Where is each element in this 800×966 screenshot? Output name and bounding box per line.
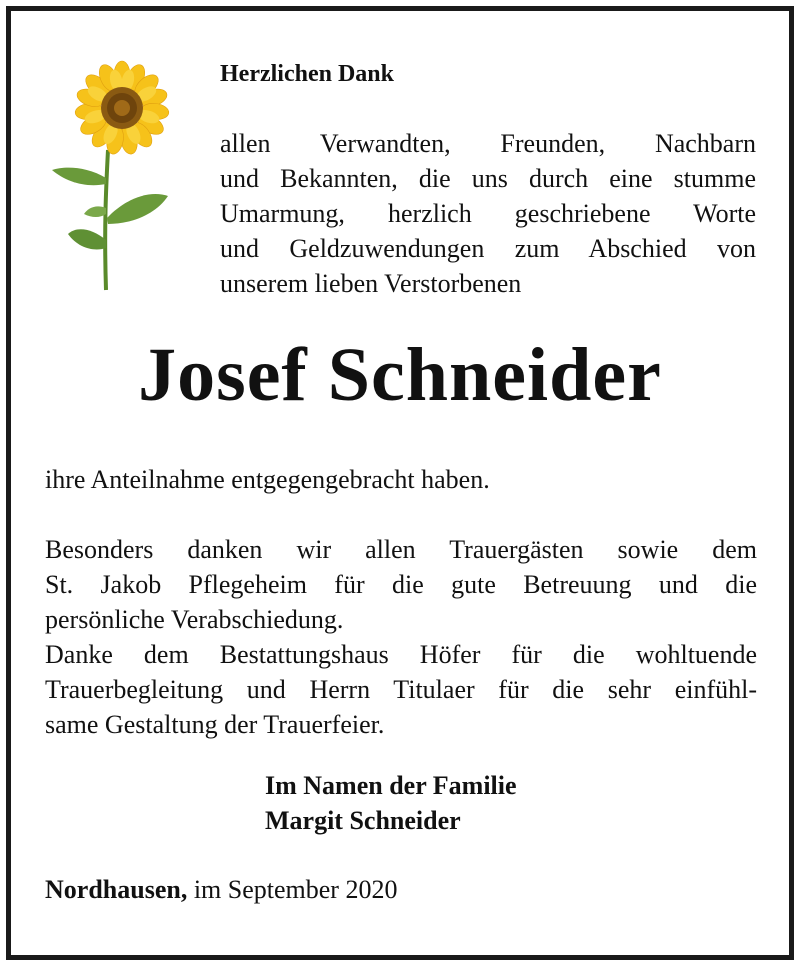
thanks-line: persönliche Verabschiedung. — [45, 605, 344, 634]
intro-line: Umarmung, herzlich geschriebene Worte — [220, 199, 756, 228]
sunflower-icon — [46, 58, 176, 294]
signature-line-name: Margit Schneider — [265, 806, 461, 835]
anteilnahme-text: ihre Anteilnahme entgegengebracht haben. — [45, 465, 490, 494]
intro-line: unserem lieben Verstorbenen — [220, 269, 522, 298]
intro-line: und Bekannten, die uns durch eine stumme — [220, 164, 756, 193]
thanks-line: Danke dem Bestattungshaus Höfer für die wohltuende — [45, 640, 757, 669]
dateline — [45, 872, 397, 907]
thanks-line: Besonders danken wir allen Trauergästen sowie dem — [45, 535, 757, 564]
thanks-line: same Gestaltung der Trauerfeier. — [45, 710, 385, 739]
intro-paragraph — [220, 126, 756, 301]
dateline-city: Nordhausen, — [45, 875, 188, 904]
heading: Herzlichen Dank — [220, 61, 394, 87]
intro-line: und Geldzuwendungen zum Abschied von — [220, 234, 756, 263]
thanks-paragraph — [45, 532, 757, 742]
signature — [265, 768, 517, 838]
thanks-line: Trauerbegleitung und Herrn Titulaer für die sehr einfühl- — [45, 675, 757, 704]
dateline-date: im September 2020 — [187, 875, 398, 904]
signature-line-family: Im Namen der Familie — [265, 771, 517, 800]
anteilnahme-line — [45, 462, 757, 497]
thanks-line: St. Jakob Pflegeheim für die gute Betreuung und die — [45, 570, 757, 599]
deceased-name: Josef Schneider — [138, 333, 662, 417]
intro-line: allen Verwandten, Freunden, Nachbarn — [220, 129, 756, 158]
